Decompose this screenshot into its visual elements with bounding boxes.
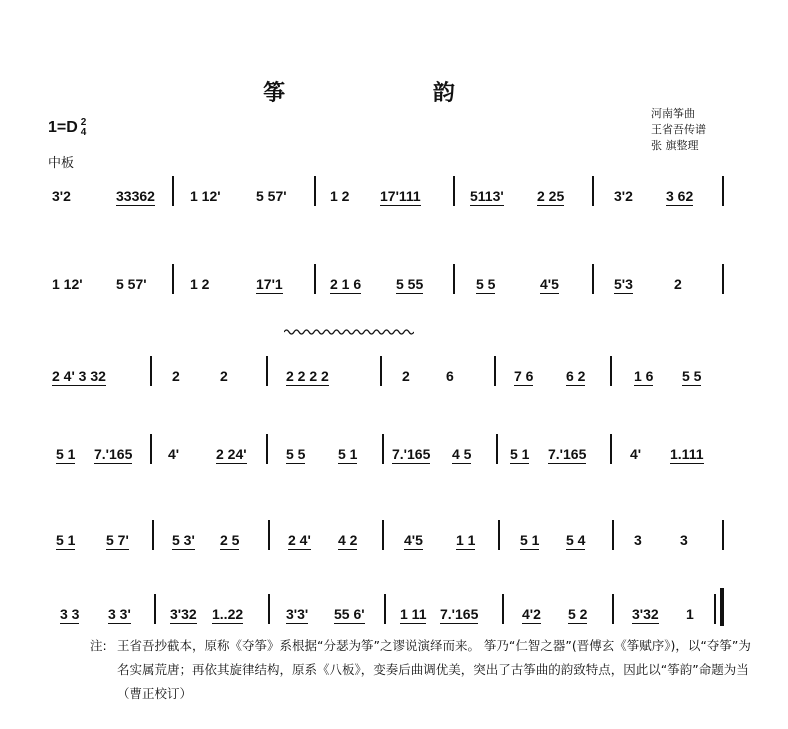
note-group: 1 12' (190, 188, 221, 204)
note-group: 3'32 (170, 606, 197, 622)
note-group: 5 57' (116, 276, 147, 292)
note-group: 3 (634, 532, 642, 548)
note-group: 7.'165 (440, 606, 479, 622)
barline (266, 356, 268, 386)
note-group: 2 (674, 276, 682, 292)
tremolo-wave (284, 328, 414, 336)
note-group: 5 5 (476, 276, 496, 292)
note-group: 2 24' (216, 446, 247, 462)
note-group: 4 2 (338, 532, 358, 548)
barline (610, 356, 612, 386)
barline (714, 594, 716, 624)
note-group: 5 1 (338, 446, 358, 462)
note-group: 17'1 (256, 276, 283, 292)
barline (612, 594, 614, 624)
note-group: 3 (680, 532, 688, 548)
barline (380, 356, 382, 386)
note-group: 6 2 (566, 368, 586, 384)
score-system-1 (0, 150, 788, 210)
note-group: 2 2 2 2 (286, 368, 329, 384)
note-group: 1 (686, 606, 694, 622)
barline (314, 264, 316, 294)
barline (152, 520, 154, 550)
note-group: 2 4' 3 32 (52, 368, 106, 384)
note-group: 7.'165 (392, 446, 431, 462)
score-system-2 (0, 238, 788, 298)
time-bottom: 4 (80, 127, 87, 138)
note-group: 1..22 (212, 606, 244, 622)
barline (610, 434, 612, 464)
note-group: 1 6 (634, 368, 654, 384)
barline (150, 434, 152, 464)
barline (382, 520, 384, 550)
barline (498, 520, 500, 550)
barline (268, 520, 270, 550)
score-system-5 (0, 494, 788, 554)
credit-genre: 河南筝曲 (651, 107, 695, 120)
note-group: 4'5 (540, 276, 559, 292)
note-group: 5 7' (106, 532, 129, 548)
barline (172, 176, 174, 206)
note-group: 1 1 (456, 532, 476, 548)
note-group: 7 6 (514, 368, 534, 384)
key-signature (48, 118, 86, 138)
barline (453, 176, 455, 206)
note-group: 3 3 (60, 606, 80, 622)
note-group: 2 (172, 368, 180, 384)
note-group: 6 (446, 368, 454, 384)
final-barline (720, 588, 724, 626)
note-group: 2 5 (220, 532, 240, 548)
note-group: 1 2 (190, 276, 210, 292)
note-group: 5113' (470, 188, 504, 204)
time-signature (81, 118, 87, 138)
score-system-3 (0, 330, 788, 390)
barline (314, 176, 316, 206)
note-group: 5 1 (510, 446, 530, 462)
note-group: 5 55 (396, 276, 424, 292)
barline (494, 356, 496, 386)
note-group: 1.111 (670, 446, 704, 462)
tempo-marking: 中板 (48, 156, 75, 171)
barline (384, 594, 386, 624)
score-system-6 (0, 568, 788, 628)
barline (154, 594, 156, 624)
note-group: 3'2 (614, 188, 633, 204)
note-group: 4 5 (452, 446, 472, 462)
note-group: 3'32 (632, 606, 659, 622)
note-group: 1 12' (52, 276, 83, 292)
time-top: 2 (80, 117, 87, 128)
note-group: 33362 (116, 188, 155, 204)
key-label: 1=D (48, 119, 78, 136)
barline (502, 594, 504, 624)
note-group: 5 1 (56, 446, 76, 462)
note-group: 7.'165 (548, 446, 587, 462)
barline (722, 520, 724, 550)
barline (496, 434, 498, 464)
barline (592, 264, 594, 294)
note-group: 5 1 (520, 532, 540, 548)
credits-block (651, 106, 706, 154)
note-group: 5 57' (256, 188, 287, 204)
note-group: 2 1 6 (330, 276, 362, 292)
barline (266, 434, 268, 464)
score-system-4 (0, 408, 788, 468)
note-group: 2 25 (537, 188, 565, 204)
note-group: 3 62 (666, 188, 694, 204)
note-group: 5 1 (56, 532, 76, 548)
note-group: 4'5 (404, 532, 423, 548)
note-group: 4' (630, 446, 642, 462)
note-group: 4' (168, 446, 180, 462)
note-group: 5'3 (614, 276, 633, 292)
barline (722, 264, 724, 294)
note-group: 17'111 (380, 188, 421, 204)
note-group: 2 (402, 368, 410, 384)
barline (592, 176, 594, 206)
footnote-label: 注: (90, 638, 107, 653)
barline (268, 594, 270, 624)
note-group: 5 5 (682, 368, 702, 384)
barline (612, 520, 614, 550)
barline (172, 264, 174, 294)
note-group: 3'2 (52, 188, 71, 204)
note-group: 3'3' (286, 606, 309, 622)
credit-transmitter: 王省吾传谱 (651, 123, 706, 136)
note-group: 3 3' (108, 606, 131, 622)
note-group: 5 3' (172, 532, 195, 548)
barline (722, 176, 724, 206)
credit-editor: 张 旗整理 (651, 139, 699, 152)
note-group: 2 4' (288, 532, 311, 548)
barline (150, 356, 152, 386)
note-group: 5 2 (568, 606, 588, 622)
note-group: 2 (220, 368, 228, 384)
note-group: 5 4 (566, 532, 586, 548)
note-group: 5 5 (286, 446, 306, 462)
note-group: 4'2 (522, 606, 541, 622)
footnote-text: 王省吾抄截本，原称《夺筝》系根据“分瑟为筝”之谬说演绎而来。 筝乃“仁智之器”(晋傅玄《筝赋序》)，以“夺筝”为名实属荒唐；再依其旋律结构，原系《八板》，变奏后曲调优美，突出了古筝曲的韵致特点，因此以“筝韵”命题为当 （曹正校订） (117, 638, 751, 701)
note-group: 1 11 (400, 606, 427, 622)
note-group: 1 2 (330, 188, 350, 204)
note-group: 55 6' (334, 606, 365, 622)
page-title: 筝 韵 (263, 81, 525, 106)
barline (382, 434, 384, 464)
barline (453, 264, 455, 294)
note-group: 7.'165 (94, 446, 133, 462)
